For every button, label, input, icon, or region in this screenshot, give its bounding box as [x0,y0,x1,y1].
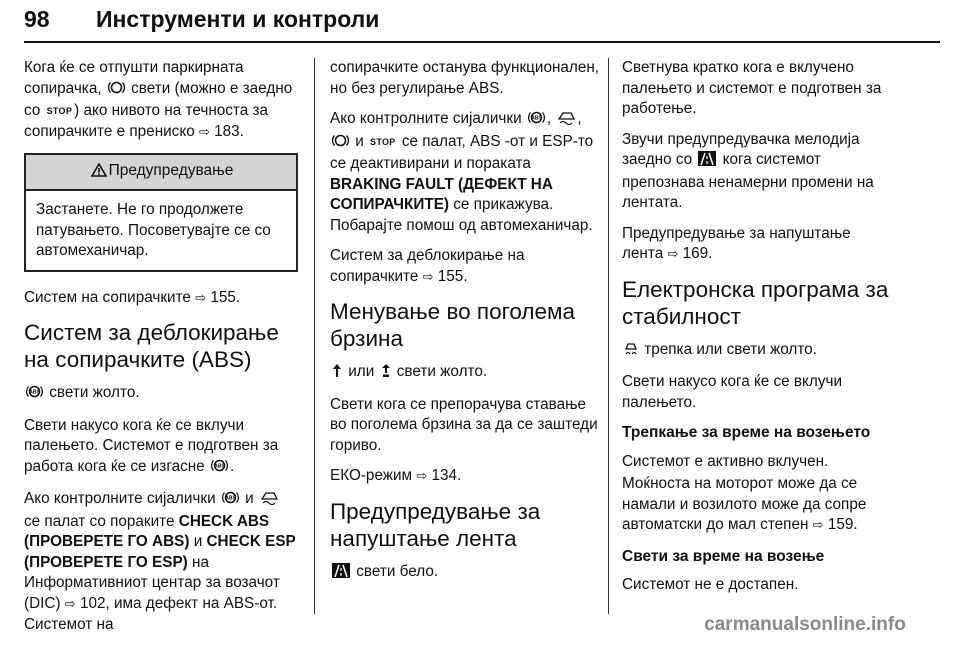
text-fragment: кога системот препознава ненамерни промени на лентата. [622,151,874,211]
abs-icon [222,490,239,512]
paragraph-esc-power [622,474,892,537]
message-braking-fault: BRAKING FAULT (ДЕФЕКТ НА СОПИРАЧКИТЕ) [330,175,553,213]
section-heading-lane-departure: Предупредување за напуштање лента [330,498,541,551]
text-fragment: Предупредување за напуштање лента [622,224,851,262]
brake-warning-icon [332,133,349,155]
warning-triangle-icon [91,163,107,183]
text-fragment: и [355,132,364,150]
paragraph-brake-system-ref [24,288,298,310]
paragraph-abs-esp-off: Ако контролните сијалички ABS , , и STOP се палат, ABS -от и ESP-то се деактивирани и пораката BRAKING FAULT (ДЕФЕКТ НА СОПИРАЧКИТЕ) се прикажува. Побарајте помош од автомеханичар. [330,110,594,234]
page-reference[interactable]: 155. [437,267,468,285]
page-reference[interactable]: 183. [214,122,244,140]
paragraph-esc-startup: Свети накусо кога ќе се вклучи палењето. [622,373,842,411]
upshift-icon [332,363,342,385]
text-fragment: се палат со пораките [24,512,175,530]
page-ref-arrow-icon: ⇨ [64,596,76,612]
column-divider [608,58,609,614]
text-fragment: свети жолто. [49,384,140,401]
text-fragment: Звучи предупредувачка мелодија заедно со [622,130,860,168]
column-divider [314,58,315,614]
column-1 [24,58,298,646]
abs-icon [528,110,545,132]
text-fragment: Ако контролните сијалички [330,110,522,127]
text-fragment: и [193,533,203,550]
text-fragment: се палат, ABS -от и ESP-то се деактивирани и пораката [330,132,594,172]
text-fragment: Моќноста на моторот може да се намали и возилото може да сопре автоматски до мал степен [622,475,867,533]
warning-box [24,153,298,272]
text-fragment: Систем на сопирачките [24,288,191,306]
warning-text: Застанете. Не го продолжете патувањето. Посоветувајте се со автомеханичар. [36,201,271,259]
esp-icon [557,110,575,132]
text-fragment: Кога ќе се отпушти паркирната сопирачка, [24,59,244,97]
page-ref-arrow-icon: ⇨ [812,518,824,533]
svg-text:ABS: ABS [531,115,542,122]
paragraph-abs-fault [24,489,298,636]
section-heading-upshift: Менување во поголема брзина [330,299,575,351]
paragraph-abs-lamp [24,383,298,406]
paragraph-abs-continued: сопирачките останува функционален, но без регулирање ABS. [330,59,600,97]
text-fragment: свети жолто. [396,363,488,380]
abs-icon [26,384,43,406]
paragraph-lane-chime [622,130,892,214]
text-fragment: се прикажува. Побарајте помош од автомеханичар. [330,196,593,234]
header-divider [24,41,940,43]
svg-text:ABS: ABS [214,463,225,470]
section-heading-abs: Систем за деблокирање на сопирачките (ABS) [24,320,279,372]
watermark: carmanualsonline.info [704,614,906,635]
page-ref-arrow-icon: ⇨ [416,469,428,484]
page-ref-arrow-icon: ⇨ [667,247,679,262]
page-reference[interactable]: 155. [210,288,241,306]
paragraph-lane-lamp [330,562,604,585]
paragraph-esc-lamp [622,340,892,363]
paragraph-eco-ref [330,466,604,488]
upshift-gear-icon [381,363,391,385]
esc-skid-icon [624,341,638,363]
text-fragment: свети бело. [356,562,439,580]
text-fragment: трепка или свети жолто. [644,340,817,358]
page-reference[interactable]: 134. [431,467,462,484]
paragraph-upshift-desc: Свети кога се препорачува ставање во поголема брзина за да се заштеди гориво. [330,395,598,454]
paragraph-esc-active: Системот е активно вклучен. [622,452,829,470]
message-check-esp: CHECK ESP (ПРОВЕРЕТЕ ГО ESP) [24,533,296,571]
paragraph-upshift-lamp [330,362,604,385]
lane-departure-icon [698,151,716,173]
svg-text:ABS: ABS [29,389,40,396]
page-ref-arrow-icon: ⇨ [195,290,207,306]
text-fragment: Свети накусо кога ќе се вклучи палењето. Системот е подготвен за работа кога ќе се изгасне [24,416,279,475]
paragraph-lane-ref [622,224,892,266]
esp-icon [260,490,278,512]
page-reference[interactable]: 102, има дефект на ABS-от. Системот на [24,594,278,633]
warning-header [26,155,296,191]
text-fragment: свети (можно е заедно со [24,79,293,119]
text-fragment: Систем за деблокирање на сопирачките [330,247,525,285]
subheading-flashing: Трепкање за време на возењето [622,424,871,441]
stop-icon: STOP [46,106,73,116]
column-2 [330,58,604,594]
paragraph-abs-ref [330,246,604,288]
subheading-lit: Свети за време на возење [622,547,825,565]
text-fragment: и [245,490,254,507]
paragraph-brake-release [24,58,298,143]
text-fragment: Ако контролните сијалички [24,490,216,507]
page-reference[interactable]: 159. [827,516,858,533]
warning-title: Предупредување [108,162,234,179]
text-fragment: или [348,363,375,380]
svg-text:ABS: ABS [225,495,236,502]
page-number: 98 [24,6,50,32]
paragraph-lane-startup: Светнува кратко кога е вклучено палењето и системот е подготвен за работење. [622,59,882,117]
lane-departure-icon [332,563,350,585]
text-fragment: ЕКО-режим [330,467,413,484]
brake-warning-icon [108,80,125,102]
stop-icon: STOP [370,136,396,147]
paragraph-esc-unavailable: Системот не е достапен. [622,576,799,593]
page-reference[interactable]: 169. [682,245,713,262]
page-ref-arrow-icon: ⇨ [422,269,434,285]
message-check-abs: CHECK ABS (ПРОВЕРЕТЕ ГО ABS) [24,512,270,550]
paragraph-abs-startup: Свети накусо кога ќе се вклучи палењето. Системот е подготвен за работа кога ќе се изгасне ABS . [24,416,298,480]
page-ref-arrow-icon: ⇨ [198,124,210,140]
text-fragment: на Информативниот центар за возачот (DIC) [24,553,280,612]
page-title: Инструменти и контроли [96,6,380,32]
column-3 [622,58,892,606]
section-heading-esc: Електронска програма за стабилност [622,276,889,329]
text-fragment: ) ако нивото на течноста за сопирачките е прениско [24,102,269,140]
abs-icon [211,458,228,480]
